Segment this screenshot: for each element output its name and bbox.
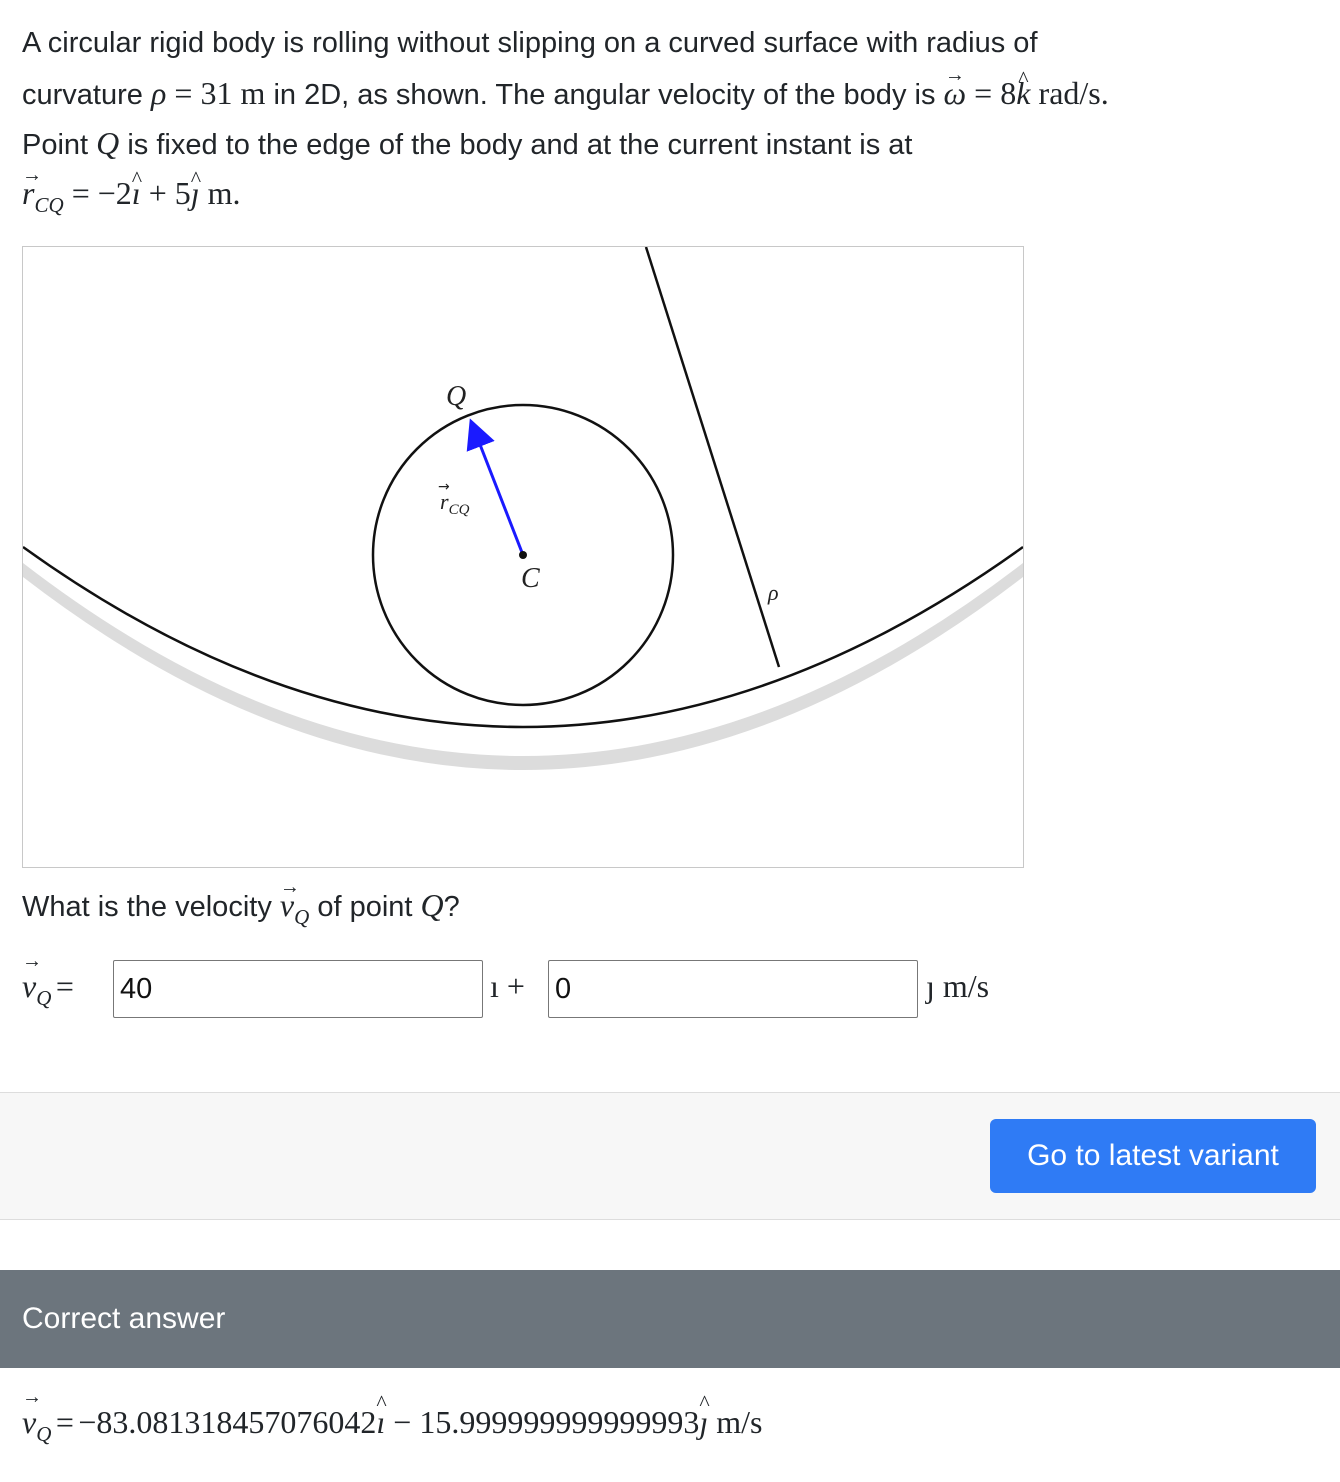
label-r-arrow-icon: → (438, 479, 450, 495)
i-hat-symbol: ^ ı (132, 168, 141, 218)
question-text (22, 18, 1322, 218)
correct-answer-header: Correct answer (0, 1270, 1340, 1368)
v-subscript: Q (294, 905, 310, 929)
question-sentence-1: A circular rigid body is rolling without slipping on a curved surface with radius of (22, 27, 1038, 59)
answer-equals: = (55, 968, 74, 1004)
j-component-input[interactable] (548, 960, 918, 1018)
label-r-sub: CQ (448, 502, 470, 518)
omega-symbol: → ω (944, 68, 967, 118)
figure-diagram (22, 246, 1024, 868)
equals-sign: = (174, 75, 193, 111)
i-component-input[interactable] (113, 960, 483, 1018)
j-unit-label: ȷ m/s (926, 968, 990, 1004)
r-value-i: = −2 (71, 175, 132, 211)
correct-j-hat: ^ ȷ (699, 1404, 708, 1441)
question-line-2 (22, 68, 1322, 118)
prompt-text-pre: What is the velocity (22, 891, 272, 923)
footer-bar (0, 1092, 1340, 1220)
r-symbol: → r (22, 168, 34, 218)
correct-j-value: − 15.999999999999993 (385, 1404, 700, 1440)
question-line-4 (22, 168, 1322, 218)
question-prompt (22, 880, 460, 934)
correct-equals: = (55, 1404, 74, 1440)
equals-sign: = (974, 75, 993, 111)
label-rho: ρ (768, 580, 779, 605)
question-text-point: Point (22, 129, 89, 161)
omega-unit: rad/s. (1038, 75, 1109, 111)
correct-v-subscript: Q (36, 1422, 52, 1446)
label-q: Q (446, 381, 467, 412)
label-c: C (521, 563, 540, 594)
r-unit: m. (199, 175, 241, 211)
correct-v-symbol: → v (22, 1404, 36, 1441)
answer-v-subscript: Q (36, 986, 52, 1010)
prompt-q-symbol: Q (420, 887, 444, 923)
correct-answer-value (22, 1404, 763, 1446)
q-symbol: Q (96, 125, 120, 161)
correct-i-value: −83.081318457076042 (78, 1404, 377, 1440)
correct-unit: m/s (708, 1404, 763, 1440)
question-text-angular: in 2D, as shown. The angular velocity of the body is (273, 79, 936, 111)
k-hat-symbol: ^ k (1016, 68, 1030, 118)
go-to-latest-variant-button[interactable]: Go to latest variant (990, 1119, 1316, 1193)
center-point (519, 551, 527, 559)
v-symbol: → v (280, 880, 294, 930)
prompt-question-mark: ? (443, 891, 460, 923)
omega-value: 8 (1000, 75, 1017, 111)
label-r: r (440, 489, 449, 514)
prompt-text-mid: of point (317, 891, 413, 923)
rho-symbol: ρ (150, 75, 167, 111)
diagram-svg (23, 247, 1023, 867)
question-line-3 (22, 118, 1322, 168)
j-hat-symbol: ^ ȷ (191, 168, 200, 218)
question-text-fixed: is fixed to the edge of the body and at the current instant is at (127, 129, 913, 161)
rho-value: 31 m (200, 75, 266, 111)
r-subscript: CQ (34, 193, 64, 217)
question-text-curvature: curvature (22, 79, 143, 111)
answer-lhs (22, 968, 74, 1010)
i-unit-label: ı + (490, 968, 525, 1004)
correct-i-hat: ^ ı (376, 1404, 385, 1441)
surface-shadow (23, 563, 1023, 770)
answer-row (22, 958, 1122, 1022)
question-line-1 (22, 18, 1322, 68)
answer-v-symbol: → v (22, 968, 36, 1005)
r-cq-vector-arrow (472, 424, 523, 555)
r-value-j: + 5 (140, 175, 191, 211)
